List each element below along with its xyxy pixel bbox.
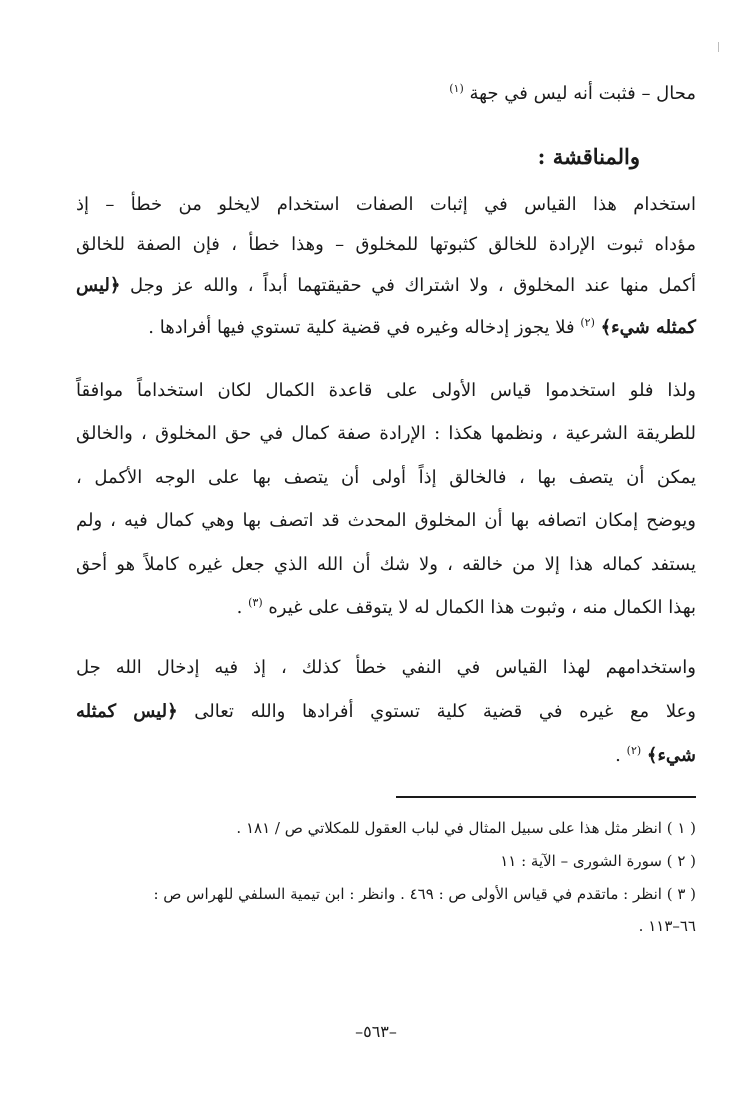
para1-line3 <box>76 274 696 298</box>
footnote-1: ( ١ ) انظر مثل هذا على سبيل المثال في لباب العقول للمكلاتي ص / ١٨١ . <box>236 819 696 837</box>
footnote-ref-2: (٢) <box>580 316 595 329</box>
para3-line2-text: وعلا مع غيره في قضية كلية تستوي أفرادها والله تعالى <box>194 701 696 722</box>
para2-line5: يستفد كماله هذا إلا من خالقه ، ولا شك أن الله الذي جعل غيره كاملاً هو أحق <box>76 554 696 575</box>
page-number: –٥٦٣– <box>355 1022 397 1041</box>
para2-line4: ويوضح إمكان اتصافه بها أن المخلوق المحدث قد اتصف بها وهي كمال فيه ، ولم <box>76 510 696 531</box>
para1-line4 <box>76 316 696 340</box>
footnote-ref-1: (١) <box>449 82 464 95</box>
para3-line1: واستخدامهم لهذا القياس في النفي خطأ كذلك ، إذ فيه إدخال الله جل <box>76 657 696 678</box>
edge-mark <box>718 42 719 52</box>
para3-line3-end: . <box>615 745 621 766</box>
footnote-separator <box>396 796 696 798</box>
para2-line2: للطريقة الشرعية ، ونظمها هكذا : الإرادة صفة كمال في حق المخلوق ، والخالق <box>76 423 696 444</box>
para2-line6-text: بهذا الكمال منه ، وثبوت هذا الكمال له لا يتوقف على غيره <box>268 597 696 618</box>
para2-line3: يمكن أن يتصف بها ، فالخالق إذاً أولى أن يتصف بها على الوجه الأكمل ، <box>76 467 696 488</box>
para2-line6-end: . <box>236 597 243 618</box>
quran-quote-2-end: شيء﴾ <box>646 745 696 766</box>
footnote-2: ( ٢ ) سورة الشورى – الآية : ١١ <box>500 852 696 870</box>
para1-line1: استخدام هذا القياس في إثبات الصفات استخدام لايخلو من خطأ – إذ <box>76 194 696 215</box>
para1-line3-text: أكمل منها عند المخلوق ، ولا اشتراك في حقيقتهما أبداً ، والله عز وجل <box>130 275 696 296</box>
footnote-3-line1: ( ٣ ) انظر : ماتقدم في قياس الأولى ص : ٤٦٩ . وانظر : ابن تيمية السلفي للهراس ص : <box>153 885 696 903</box>
para3-line2 <box>76 700 696 724</box>
quran-quote-start: ﴿ليس <box>76 275 121 296</box>
top-line-text: محال – فثبت أنه ليس في جهة <box>469 83 696 104</box>
top-line <box>76 82 696 106</box>
para1-line2: مؤداه ثبوت الإرادة للخالق كثبوتها للمخلوق – وهذا خطأ ، فإن الصفة للخالق <box>76 234 696 255</box>
para3-line3 <box>76 744 696 768</box>
para2-line1: ولذا فلو استخدموا قياس الأولى على قاعدة الكمال لكان استخداماً موافقاً <box>76 380 696 401</box>
quran-quote-2-start: ﴿ليس كمثله <box>76 701 178 722</box>
footnote-ref-3: (٣) <box>248 596 263 609</box>
para2-line6 <box>76 596 696 620</box>
footnote-ref-2b: (٢) <box>626 744 642 757</box>
para1-line4-text: فلا يجوز إدخاله وغيره في قضية كلية تستوي فيها أفرادها . <box>148 317 575 338</box>
section-heading: والمناقشة : <box>537 144 640 169</box>
footnote-3-line2: ٦٦–١١٣ . <box>638 917 696 935</box>
quran-quote-end: كمثله شيء﴾ <box>600 317 696 338</box>
